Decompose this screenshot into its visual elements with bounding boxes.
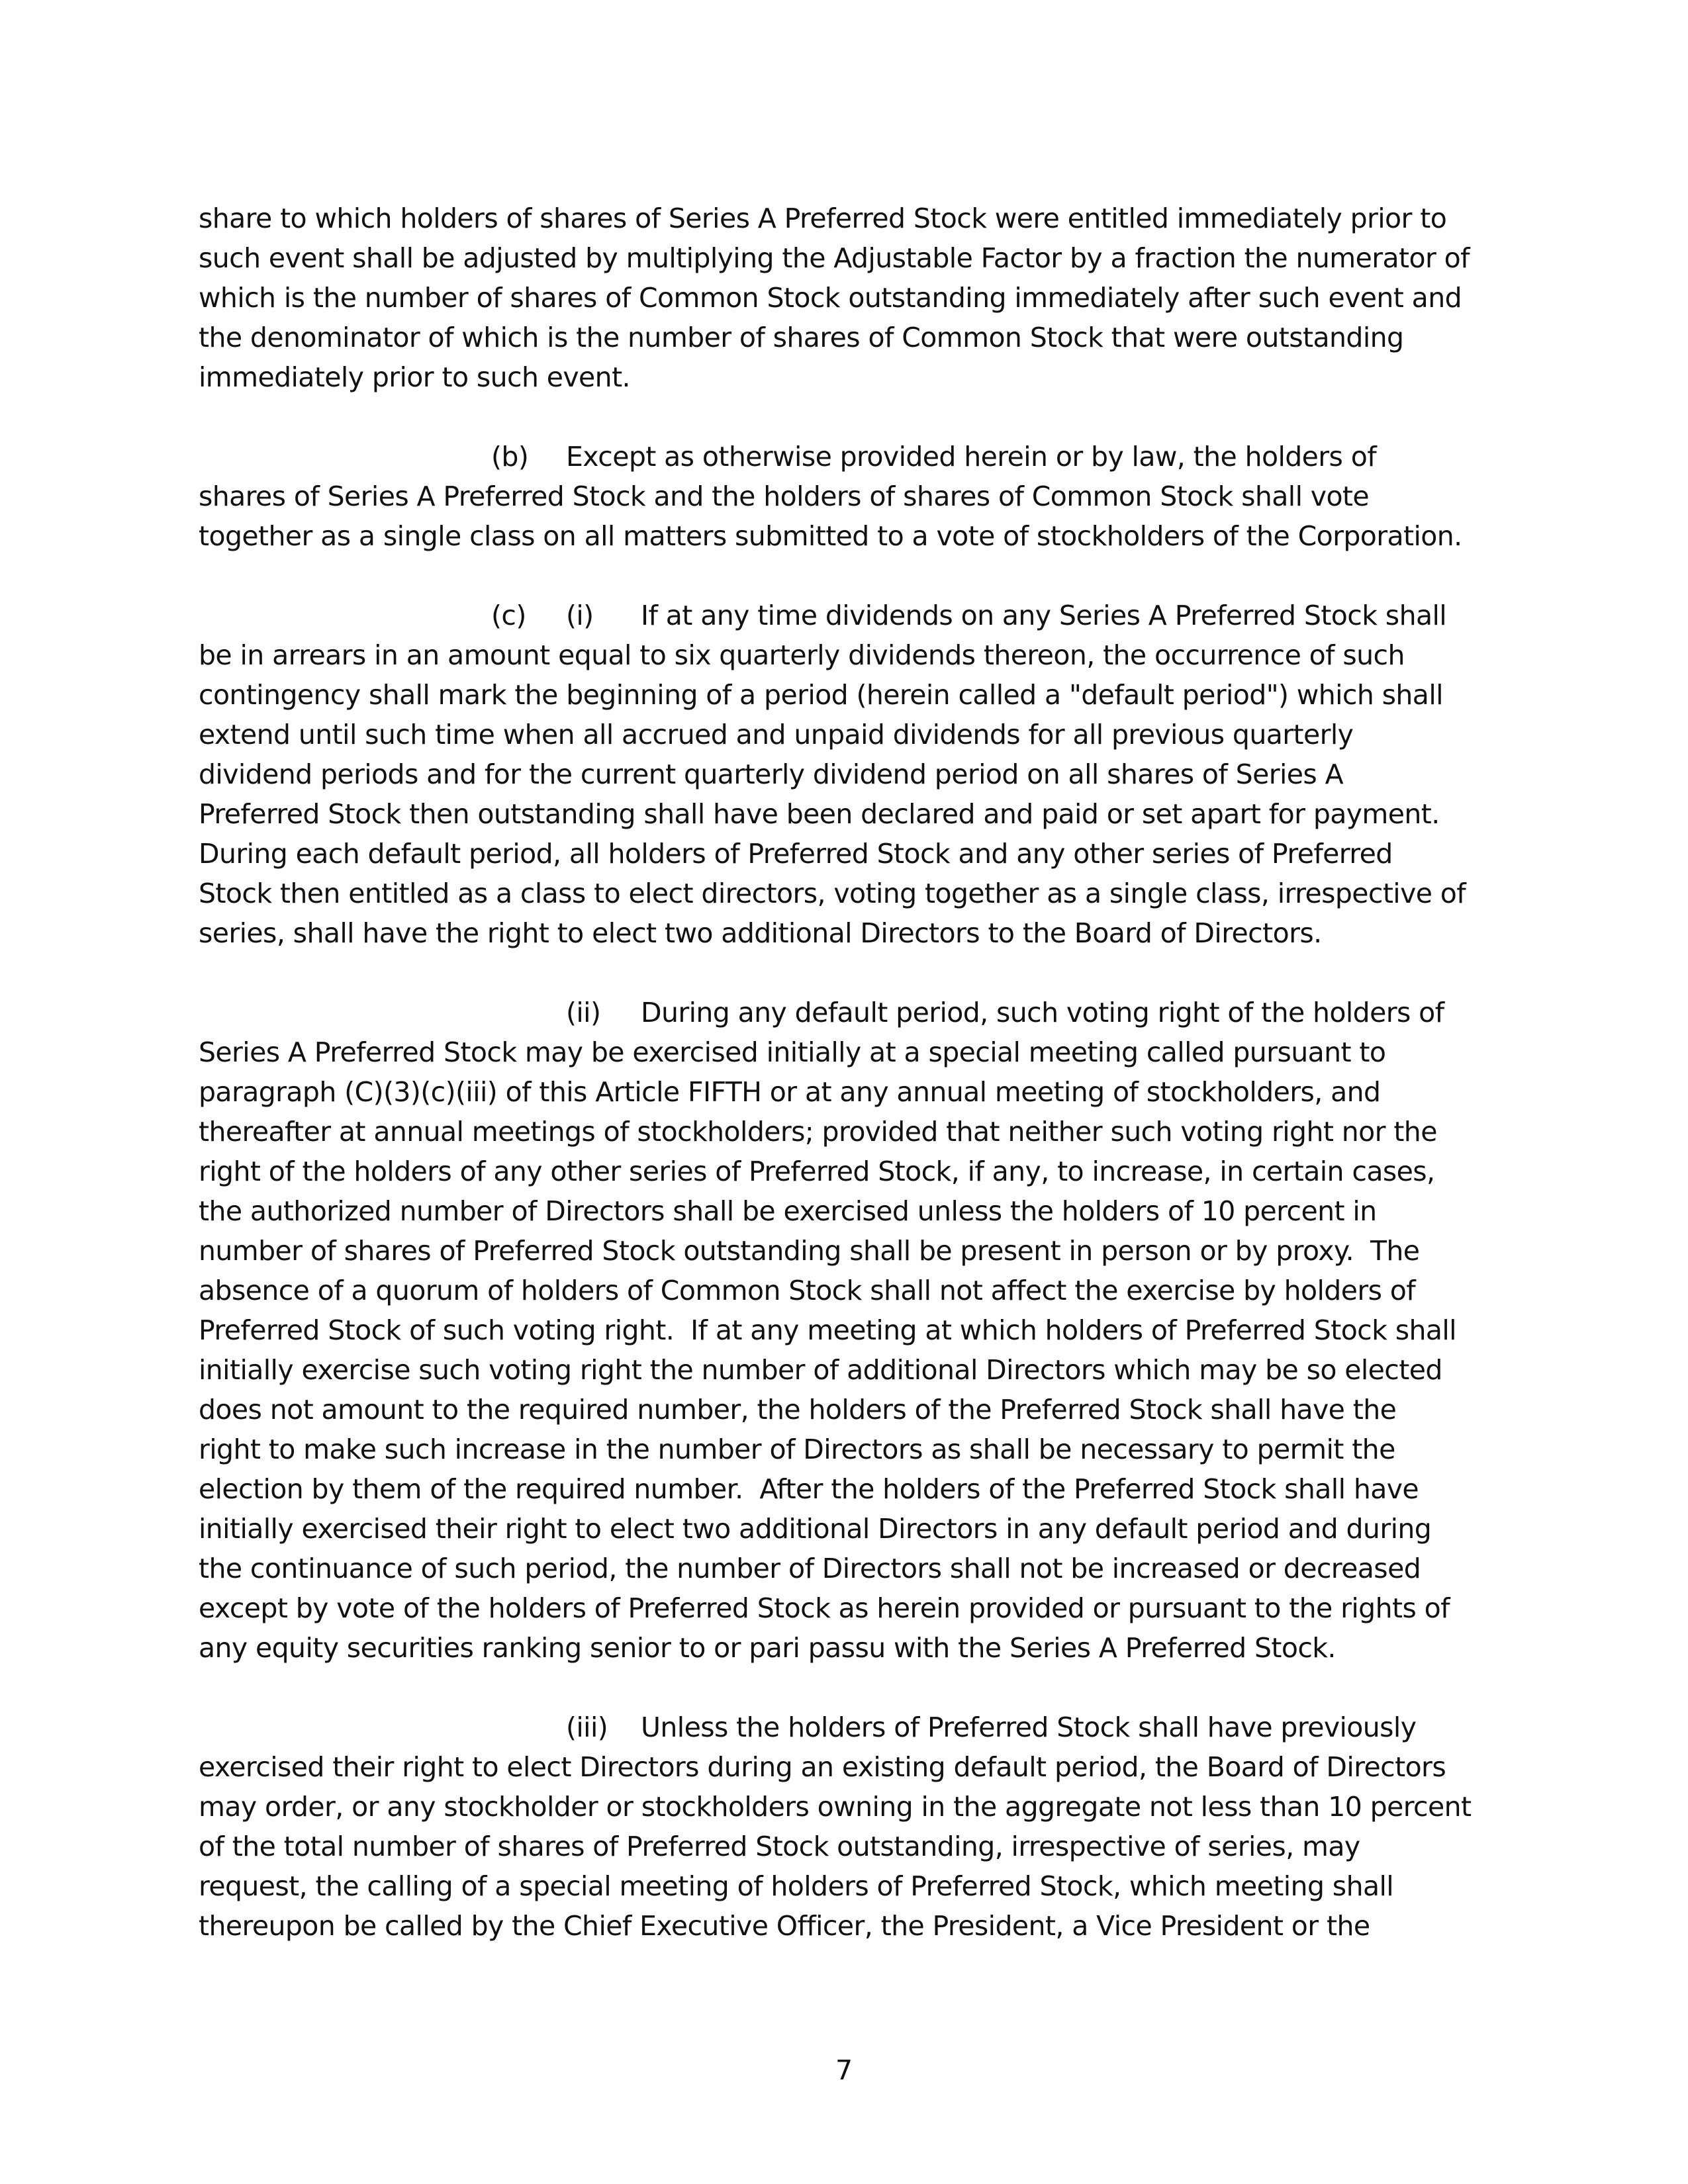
- paragraph-label-b: (b): [491, 441, 529, 473]
- subparagraph-label-ii: (ii): [566, 997, 601, 1028]
- text-line: Stock then entitled as a class to elect directors, voting together as a single class, irrespective of: [199, 878, 1466, 909]
- text-line: be in arrears in an amount equal to six quarterly dividends thereon, the occurrence of such: [199, 639, 1405, 671]
- text-line: right of the holders of any other series of Preferred Stock, if any, to increase, in certain cases,: [199, 1156, 1435, 1187]
- page-number: 7: [835, 2054, 853, 2086]
- text-line: thereupon be called by the Chief Executive Officer, the President, a Vice President or the: [199, 1910, 1370, 1942]
- text-line: Preferred Stock then outstanding shall have been declared and paid or set apart for payment.: [199, 798, 1440, 830]
- text-line: of the total number of shares of Preferred Stock outstanding, irrespective of series, may: [199, 1831, 1360, 1862]
- text-line: right to make such increase in the number of Directors as shall be necessary to permit the: [199, 1433, 1395, 1465]
- text-line: Preferred Stock of such voting right. If at any meeting at which holders of Preferred Stock shall: [199, 1314, 1456, 1346]
- text-line: request, the calling of a special meeting of holders of Preferred Stock, which meeting shall: [199, 1870, 1394, 1902]
- text-line: shares of Series A Preferred Stock and the holders of shares of Common Stock shall vote: [199, 480, 1370, 512]
- text-line: except by vote of the holders of Preferred Stock as herein provided or pursuant to the rights of: [199, 1592, 1450, 1624]
- text-line: During each default period, all holders of Preferred Stock and any other series of Preferred: [199, 838, 1393, 870]
- text-line: together as a single class on all matters submitted to a vote of stockholders of the Corporation.: [199, 520, 1462, 552]
- text-line: paragraph (C)(3)(c)(iii) of this Article FIFTH or at any annual meeting of stockholders, and: [199, 1076, 1381, 1108]
- text-line: contingency shall mark the beginning of a period (herein called a "default period") which shall: [199, 679, 1443, 711]
- text-line: which is the number of shares of Common Stock outstanding immediately after such event and: [199, 282, 1462, 314]
- text-line: series, shall have the right to elect two additional Directors to the Board of Directors.: [199, 917, 1322, 949]
- text-line: immediately prior to such event.: [199, 361, 630, 393]
- text-line: During any default period, such voting right of the holders of: [641, 997, 1444, 1028]
- text-line: does not amount to the required number, the holders of the Preferred Stock shall have the: [199, 1394, 1397, 1426]
- text-line: the denominator of which is the number of shares of Common Stock that were outstanding: [199, 322, 1404, 353]
- text-line: share to which holders of shares of Series A Preferred Stock were entitled immediately prior to: [199, 203, 1447, 234]
- text-line: Unless the holders of Preferred Stock shall have previously: [641, 1711, 1417, 1743]
- text-line: initially exercised their right to elect two additional Directors in any default period and during: [199, 1513, 1432, 1545]
- text-line: Except as otherwise provided herein or by law, the holders of: [566, 441, 1377, 473]
- text-line: absence of a quorum of holders of Common Stock shall not affect the exercise by holders of: [199, 1275, 1416, 1306]
- text-line: initially exercise such voting right the number of additional Directors which may be so elected: [199, 1354, 1442, 1386]
- text-line: exercised their right to elect Directors during an existing default period, the Board of Directors: [199, 1751, 1446, 1783]
- text-line: extend until such time when all accrued and unpaid dividends for all previous quarterly: [199, 719, 1354, 751]
- subparagraph-label-iii: (iii): [566, 1711, 608, 1743]
- text-line: thereafter at annual meetings of stockholders; provided that neither such voting right nor the: [199, 1116, 1437, 1148]
- text-line: any equity securities ranking senior to or pari passu with the Series A Preferred Stock.: [199, 1632, 1336, 1664]
- text-line: Series A Preferred Stock may be exercised initially at a special meeting called pursuant to: [199, 1036, 1386, 1068]
- text-line: may order, or any stockholder or stockholders owning in the aggregate not less than 10 percent: [199, 1791, 1472, 1823]
- text-line: number of shares of Preferred Stock outstanding shall be present in person or by proxy. The: [199, 1235, 1420, 1267]
- text-line: the authorized number of Directors shall be exercised unless the holders of 10 percent in: [199, 1195, 1377, 1227]
- text-line: the continuance of such period, the number of Directors shall not be increased or decreased: [199, 1553, 1421, 1584]
- text-line: election by them of the required number. After the holders of the Preferred Stock shall have: [199, 1473, 1419, 1505]
- subparagraph-label-i: (i): [566, 600, 594, 631]
- paragraph-label-c: (c): [491, 600, 526, 631]
- text-line: If at any time dividends on any Series A Preferred Stock shall: [641, 600, 1447, 631]
- text-line: dividend periods and for the current quarterly dividend period on all shares of Series A: [199, 758, 1344, 790]
- text-line: such event shall be adjusted by multiplying the Adjustable Factor by a fraction the numerator of: [199, 242, 1470, 274]
